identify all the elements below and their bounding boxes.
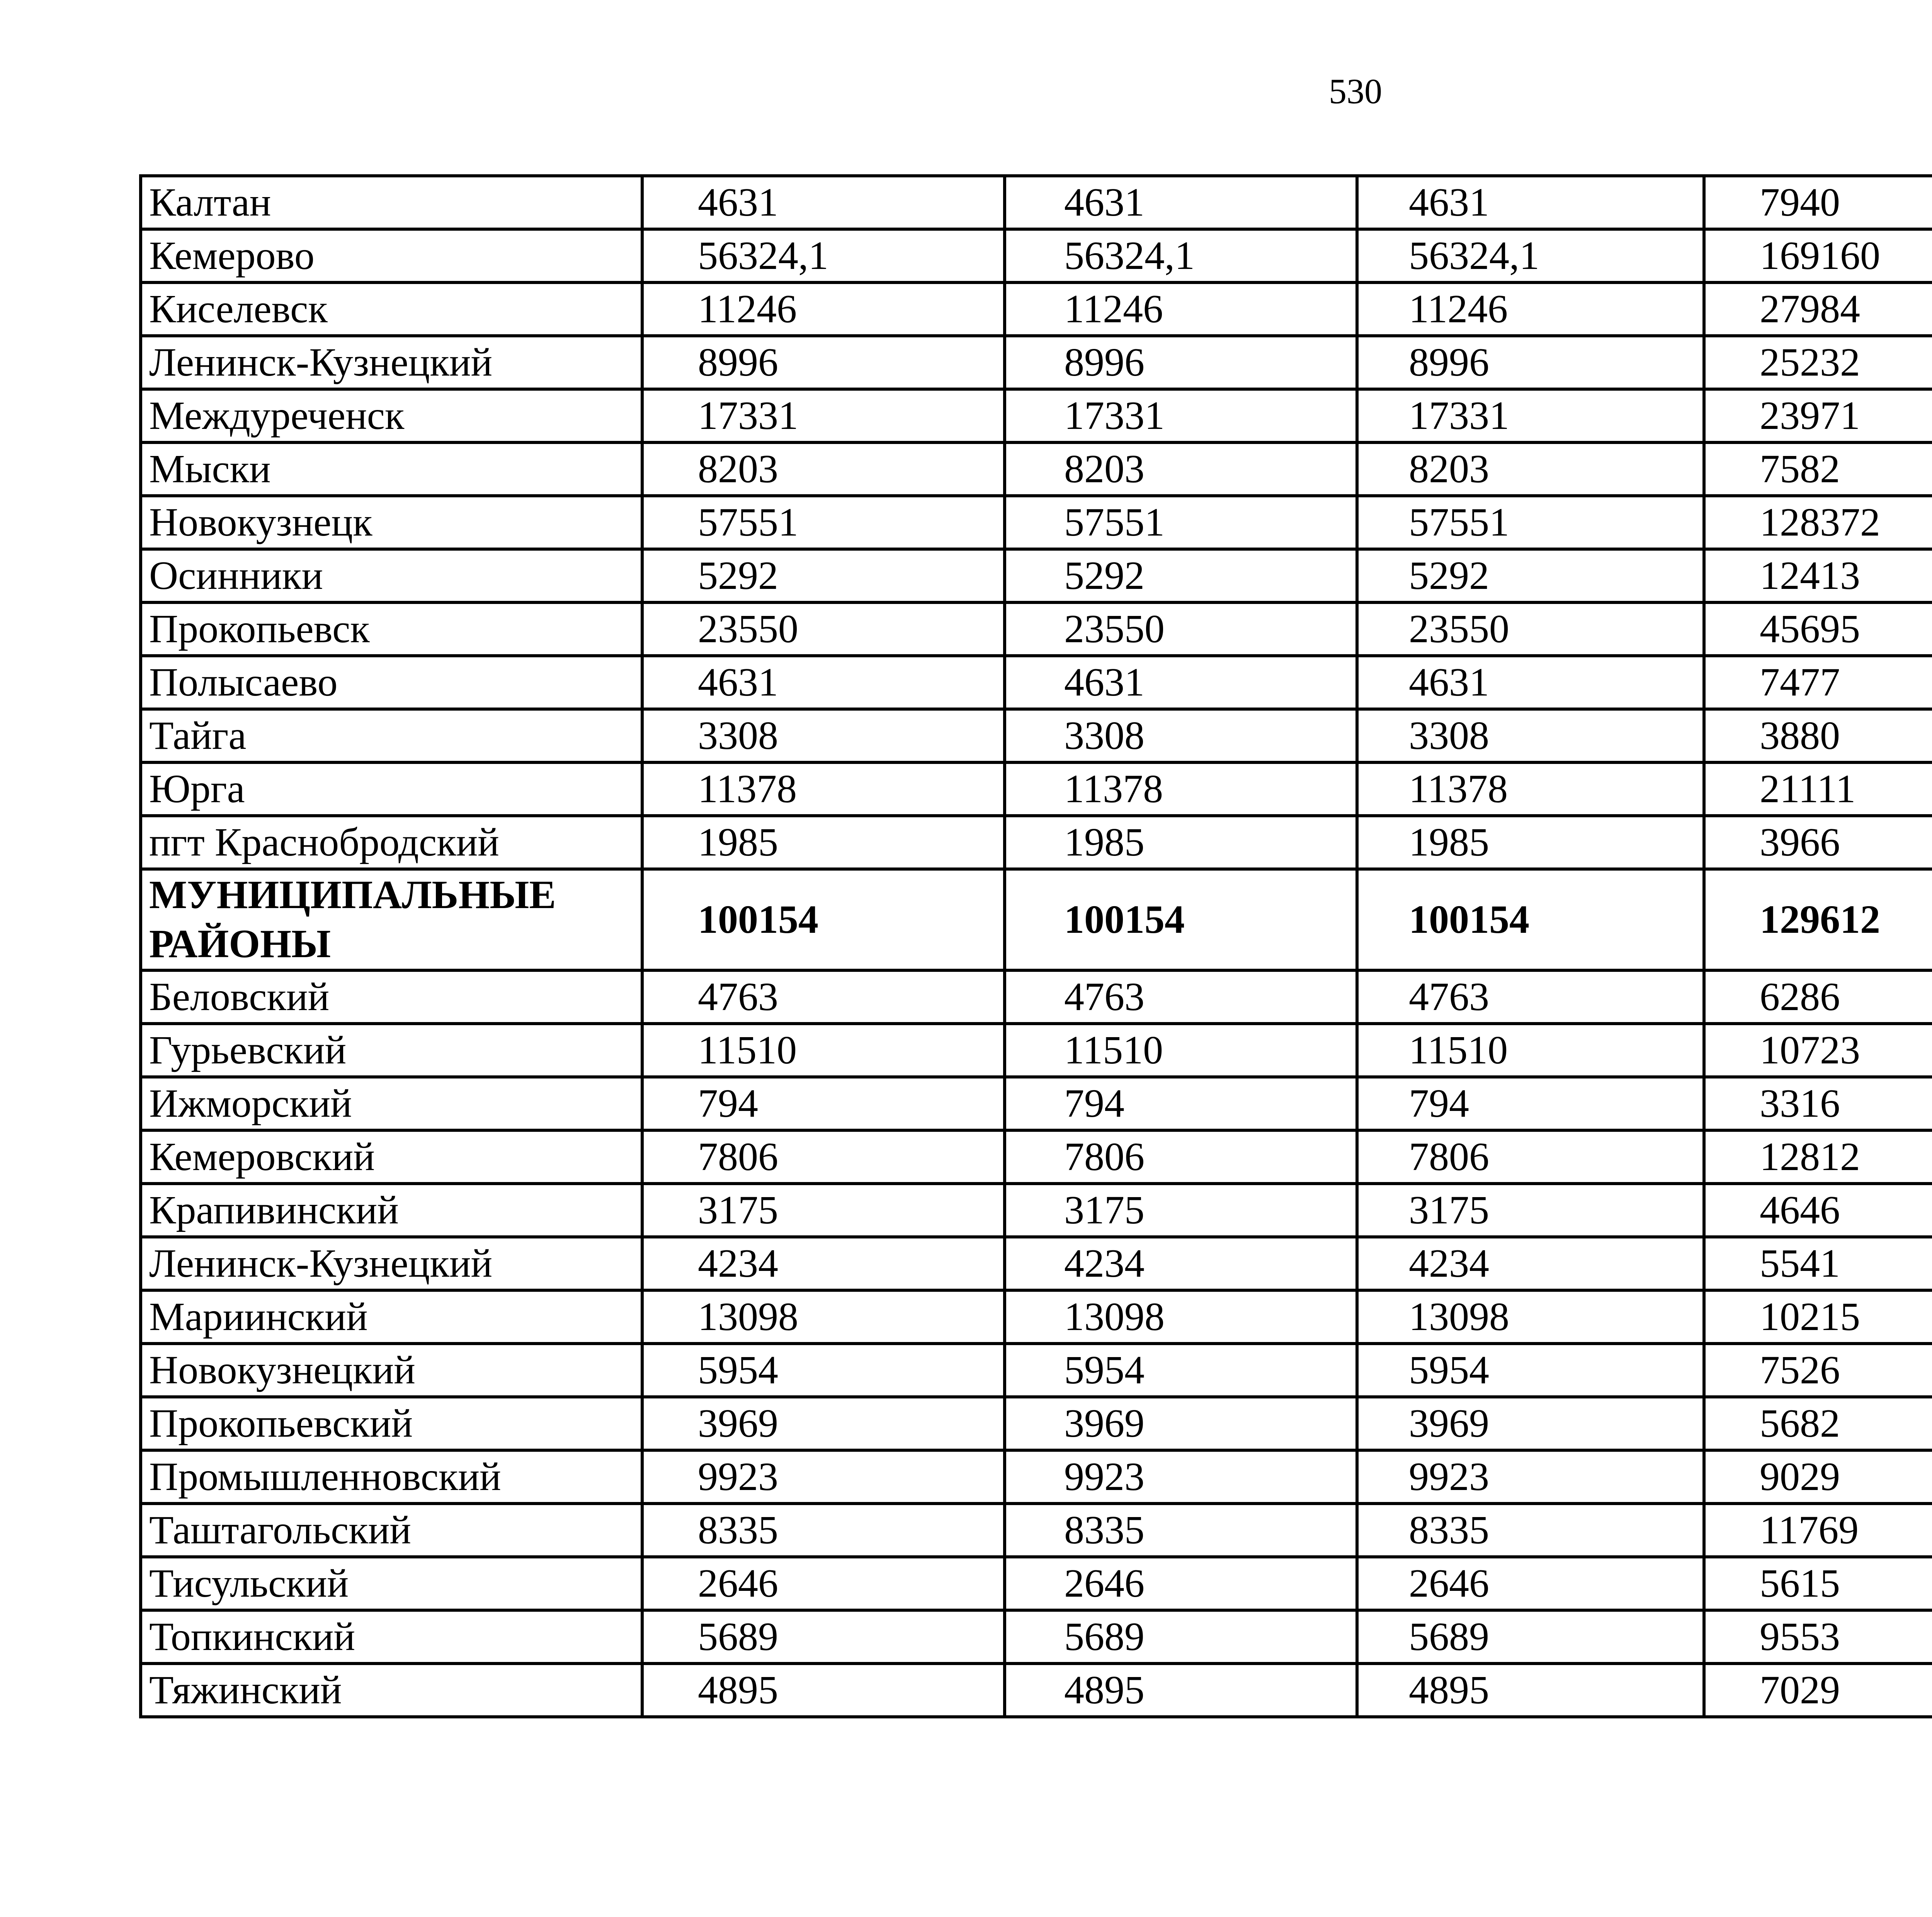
table-row [141,389,1932,442]
value-cell: 8335 [1005,1504,1357,1557]
value-cell: 129612 [1704,869,1932,970]
value-cell: 128372 [1704,496,1932,549]
value-cell: 3966 [1704,816,1932,869]
value-cell: 6286 [1704,970,1932,1024]
value-cell: 8203 [1005,442,1357,496]
value-cell: 7806 [1005,1130,1357,1184]
row-name-cell: Новокузнецк [141,496,642,549]
table-row [141,282,1932,336]
value-cell: 5954 [1357,1344,1704,1397]
row-name-cell: Ленинск-Кузнецкий [141,336,642,389]
row-name-cell: Осинники [141,549,642,602]
value-cell: 17331 [1005,389,1357,442]
value-cell: 11378 [1005,762,1357,816]
row-name-cell: Ленинск-Кузнецкий [141,1237,642,1290]
table-row [141,1237,1932,1290]
table-row [141,602,1932,656]
value-cell: 13098 [642,1290,1005,1344]
value-cell: 2646 [1357,1557,1704,1610]
value-cell: 25232 [1704,336,1932,389]
table-row [141,1557,1932,1610]
section-total-row [141,869,1932,970]
value-cell: 11510 [1357,1024,1704,1077]
value-cell: 11246 [1005,282,1357,336]
value-cell: 5682 [1704,1397,1932,1450]
value-cell: 7806 [642,1130,1005,1184]
row-name-cell: Кемеровский [141,1130,642,1184]
table-row [141,1290,1932,1344]
table-row [141,549,1932,602]
value-cell: 4631 [642,176,1005,229]
value-cell: 3316 [1704,1077,1932,1130]
value-cell: 794 [1005,1077,1357,1130]
value-cell: 8203 [1357,442,1704,496]
table-row [141,496,1932,549]
value-cell: 3308 [1357,709,1704,762]
value-cell: 3969 [1005,1397,1357,1450]
value-cell: 56324,1 [642,229,1005,282]
value-cell: 4895 [1357,1664,1704,1717]
row-name-cell: Промышленновский [141,1450,642,1504]
value-cell: 10215 [1704,1290,1932,1344]
value-cell: 5292 [1357,549,1704,602]
value-cell: 11378 [1357,762,1704,816]
value-cell: 3175 [1005,1184,1357,1237]
value-cell: 23550 [1357,602,1704,656]
row-name-cell: Прокопьевск [141,602,642,656]
row-name-cell: Ижморский [141,1077,642,1130]
row-name-cell: Беловский [141,970,642,1024]
row-name-cell: Юрга [141,762,642,816]
value-cell: 57551 [1005,496,1357,549]
row-name-cell: Гурьевский [141,1024,642,1077]
value-cell: 4631 [1357,656,1704,709]
row-name-cell: Топкинский [141,1610,642,1664]
row-name-cell: пгт Краснобродский [141,816,642,869]
value-cell: 23971 [1704,389,1932,442]
value-cell: 9553 [1704,1610,1932,1664]
table-row [141,1664,1932,1717]
value-cell: 17331 [642,389,1005,442]
data-table [139,174,1932,1718]
row-name-cell: Мыски [141,442,642,496]
value-cell: 56324,1 [1357,229,1704,282]
value-cell: 4895 [1005,1664,1357,1717]
row-name-cell: Тяжинский [141,1664,642,1717]
table-row [141,709,1932,762]
value-cell: 1985 [1005,816,1357,869]
value-cell: 11246 [1357,282,1704,336]
value-cell: 5689 [1357,1610,1704,1664]
value-cell: 8335 [642,1504,1005,1557]
value-cell: 21111 [1704,762,1932,816]
table-body [141,176,1932,1717]
value-cell: 8996 [1005,336,1357,389]
table-row [141,656,1932,709]
row-name-cell: Тисульский [141,1557,642,1610]
row-name-cell: Междуреченск [141,389,642,442]
value-cell: 794 [1357,1077,1704,1130]
value-cell: 7940 [1704,176,1932,229]
table-row [141,1024,1932,1077]
value-cell: 7806 [1357,1130,1704,1184]
value-cell: 13098 [1005,1290,1357,1344]
value-cell: 5615 [1704,1557,1932,1610]
value-cell: 5954 [1005,1344,1357,1397]
value-cell: 1985 [642,816,1005,869]
value-cell: 4631 [642,656,1005,709]
table-row [141,1077,1932,1130]
value-cell: 13098 [1357,1290,1704,1344]
table-row [141,1450,1932,1504]
table-row [141,176,1932,229]
value-cell: 11510 [1005,1024,1357,1077]
value-cell: 5292 [642,549,1005,602]
page-number: 530 [1329,71,1382,111]
row-name-cell: Тайга [141,709,642,762]
value-cell: 45695 [1704,602,1932,656]
value-cell: 794 [642,1077,1005,1130]
value-cell: 100154 [1357,869,1704,970]
value-cell: 3175 [1357,1184,1704,1237]
value-cell: 2646 [1005,1557,1357,1610]
value-cell: 8996 [1357,336,1704,389]
value-cell: 5689 [642,1610,1005,1664]
value-cell: 56324,1 [1005,229,1357,282]
value-cell: 4234 [1357,1237,1704,1290]
value-cell: 169160 [1704,229,1932,282]
value-cell: 3175 [642,1184,1005,1237]
value-cell: 11769 [1704,1504,1932,1557]
value-cell: 3880 [1704,709,1932,762]
value-cell: 3308 [1005,709,1357,762]
value-cell: 11246 [642,282,1005,336]
value-cell: 5689 [1005,1610,1357,1664]
row-name-cell: Калтан [141,176,642,229]
row-name-cell: Прокопьевский [141,1397,642,1450]
table-row [141,336,1932,389]
table-row [141,1504,1932,1557]
value-cell: 7029 [1704,1664,1932,1717]
table-row [141,1184,1932,1237]
value-cell: 5292 [1005,549,1357,602]
value-cell: 4631 [1005,176,1357,229]
table-row [141,229,1932,282]
value-cell: 4763 [1357,970,1704,1024]
value-cell: 4631 [1005,656,1357,709]
table-row [141,1130,1932,1184]
row-name-cell: Мариинский [141,1290,642,1344]
table-row [141,442,1932,496]
table-row [141,1610,1932,1664]
value-cell: 1985 [1357,816,1704,869]
value-cell: 12413 [1704,549,1932,602]
value-cell: 9923 [642,1450,1005,1504]
value-cell: 5541 [1704,1237,1932,1290]
table-row [141,762,1932,816]
row-name-cell: Крапивинский [141,1184,642,1237]
value-cell: 12812 [1704,1130,1932,1184]
value-cell: 4631 [1357,176,1704,229]
value-cell: 3969 [1357,1397,1704,1450]
row-name-cell: МУНИЦИПАЛЬНЫЕ РАЙОНЫ [141,869,642,970]
value-cell: 3969 [642,1397,1005,1450]
value-cell: 4895 [642,1664,1005,1717]
row-name-cell: Кемерово [141,229,642,282]
value-cell: 100154 [1005,869,1357,970]
value-cell: 9923 [1357,1450,1704,1504]
row-name-cell: Киселевск [141,282,642,336]
value-cell: 4234 [642,1237,1005,1290]
value-cell: 7526 [1704,1344,1932,1397]
value-cell: 23550 [642,602,1005,656]
value-cell: 17331 [1357,389,1704,442]
table-row [141,1397,1932,1450]
value-cell: 11510 [642,1024,1005,1077]
value-cell: 11378 [642,762,1005,816]
table-row [141,1344,1932,1397]
value-cell: 10723 [1704,1024,1932,1077]
row-name-cell: Таштагольский [141,1504,642,1557]
value-cell: 7477 [1704,656,1932,709]
value-cell: 2646 [642,1557,1005,1610]
value-cell: 8203 [642,442,1005,496]
value-cell: 7582 [1704,442,1932,496]
value-cell: 23550 [1005,602,1357,656]
value-cell: 3308 [642,709,1005,762]
value-cell: 57551 [1357,496,1704,549]
value-cell: 9923 [1005,1450,1357,1504]
value-cell: 4763 [642,970,1005,1024]
value-cell: 5954 [642,1344,1005,1397]
value-cell: 4234 [1005,1237,1357,1290]
value-cell: 4763 [1005,970,1357,1024]
row-name-cell: Новокузнецкий [141,1344,642,1397]
value-cell: 8335 [1357,1504,1704,1557]
value-cell: 100154 [642,869,1005,970]
table-row [141,970,1932,1024]
value-cell: 8996 [642,336,1005,389]
value-cell: 9029 [1704,1450,1932,1504]
table-row [141,816,1932,869]
value-cell: 57551 [642,496,1005,549]
value-cell: 4646 [1704,1184,1932,1237]
value-cell: 27984 [1704,282,1932,336]
row-name-cell: Полысаево [141,656,642,709]
